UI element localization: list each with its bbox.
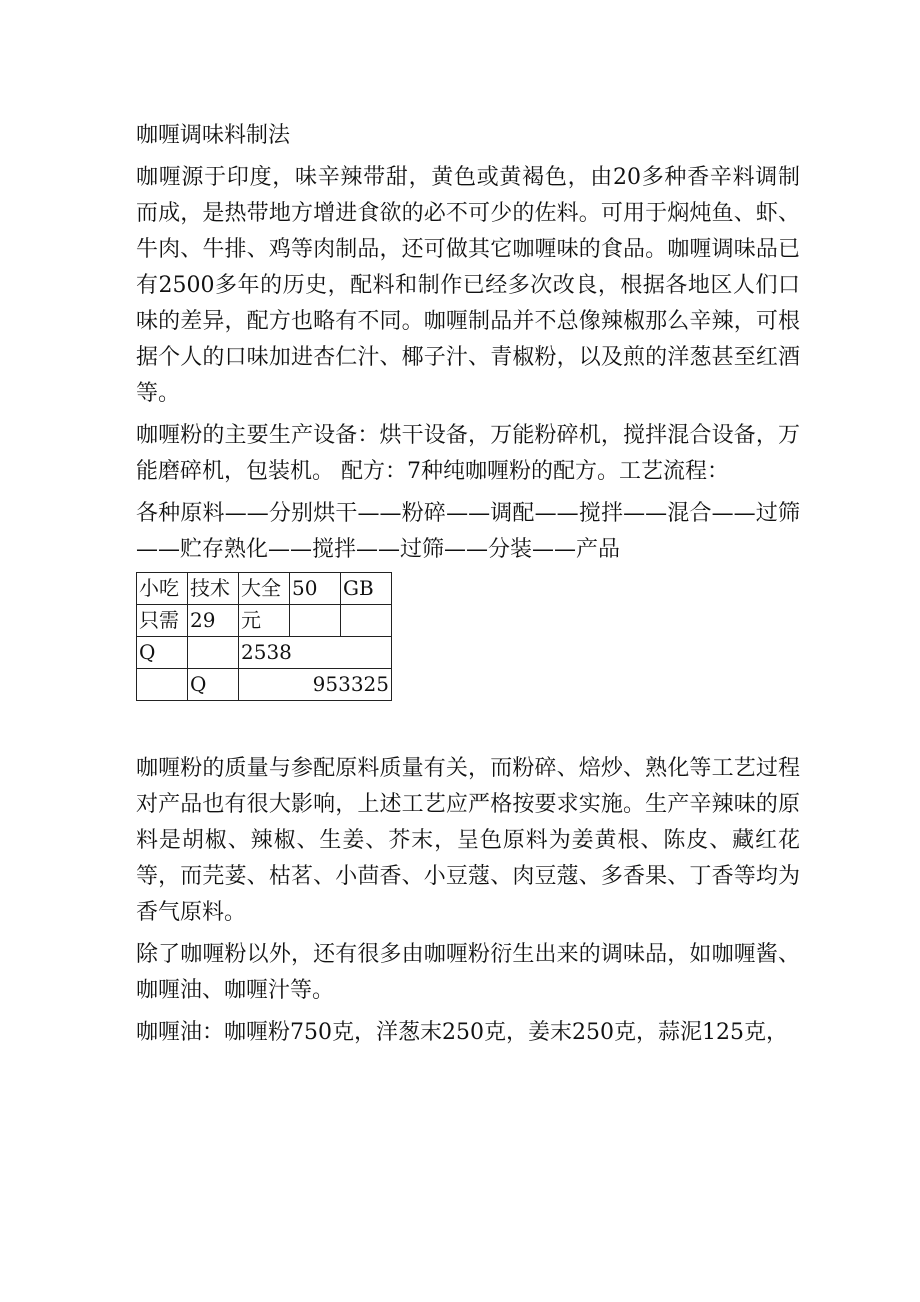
table-cell: GB <box>341 573 392 605</box>
table-row <box>137 669 392 701</box>
table-cell: Q <box>188 669 239 701</box>
table-row <box>137 573 392 605</box>
info-table <box>136 572 392 701</box>
table-row <box>137 637 392 669</box>
derivatives-paragraph: 除了咖喱粉以外，还有很多由咖喱粉衍生出来的调味品，如咖喱酱、咖喱油、咖喱汁等。 <box>136 942 800 1003</box>
table-cell: 29 <box>188 605 239 637</box>
process-flow-paragraph: 各种原料——分别烘干——粉碎——调配——搅拌——混合——过筛——贮存熟化——搅拌——过筛——分装——产品 <box>136 501 800 562</box>
table-cell: 大全 <box>239 573 290 605</box>
table-cell: 小吃 <box>137 573 188 605</box>
quality-paragraph: 咖喱粉的质量与参配原料质量有关，而粉碎、焙炒、熟化等工艺过程对产品也有很大影响，上述工艺应严格按要求实施。生产辛辣味的原料是胡椒、辣椒、生姜、芥末，呈色原料为姜黄根、陈皮、藏红花等，而芫荽、枯茗、小茴香、小豆蔻、肉豆蔻、多香果、丁香等均为香气原料。 <box>136 756 800 925</box>
document-body <box>136 118 800 1051</box>
table-cell <box>137 669 188 701</box>
table-cell <box>188 637 239 669</box>
intro-paragraph: 咖喱源于印度，味辛辣带甜，黄色或黄褐色，由20多种香辛料调制而成，是热带地方增进食欲的必不可少的佐料。可用于焖炖鱼、虾、牛肉、牛排、鸡等肉制品，还可做其它咖喱味的食品。咖喱调味品已有2500多年的历史，配料和制作已经多次改良，根据各地区人们口味的差异，配方也略有不同。咖喱制品并不总像辣椒那么辛辣，可根据个人的口味加进杏仁汁、椰子汁、青椒粉，以及煎的洋葱甚至红酒等。 <box>136 165 800 406</box>
table-cell: 技术 <box>188 573 239 605</box>
curry-oil-paragraph: 咖喱油：咖喱粉750克，洋葱末250克，姜末250克，蒜泥125克， <box>136 1020 788 1045</box>
spacer <box>136 701 800 745</box>
table-cell: 50 <box>290 573 341 605</box>
table-cell: 953325 <box>239 669 392 701</box>
table-cell: 2538 <box>239 637 392 669</box>
table-cell: Q <box>137 637 188 669</box>
table-cell: 元 <box>239 605 290 637</box>
table-row <box>137 605 392 637</box>
table-cell <box>290 605 341 637</box>
document-title: 咖喱调味料制法 <box>136 123 291 148</box>
equipment-paragraph: 咖喱粉的主要生产设备：烘干设备，万能粉碎机，搅拌混合设备，万能磨碎机，包装机。 配方：7种纯咖喱粉的配方。工艺流程： <box>136 423 800 484</box>
table-cell <box>341 605 392 637</box>
table-cell: 只需 <box>137 605 188 637</box>
